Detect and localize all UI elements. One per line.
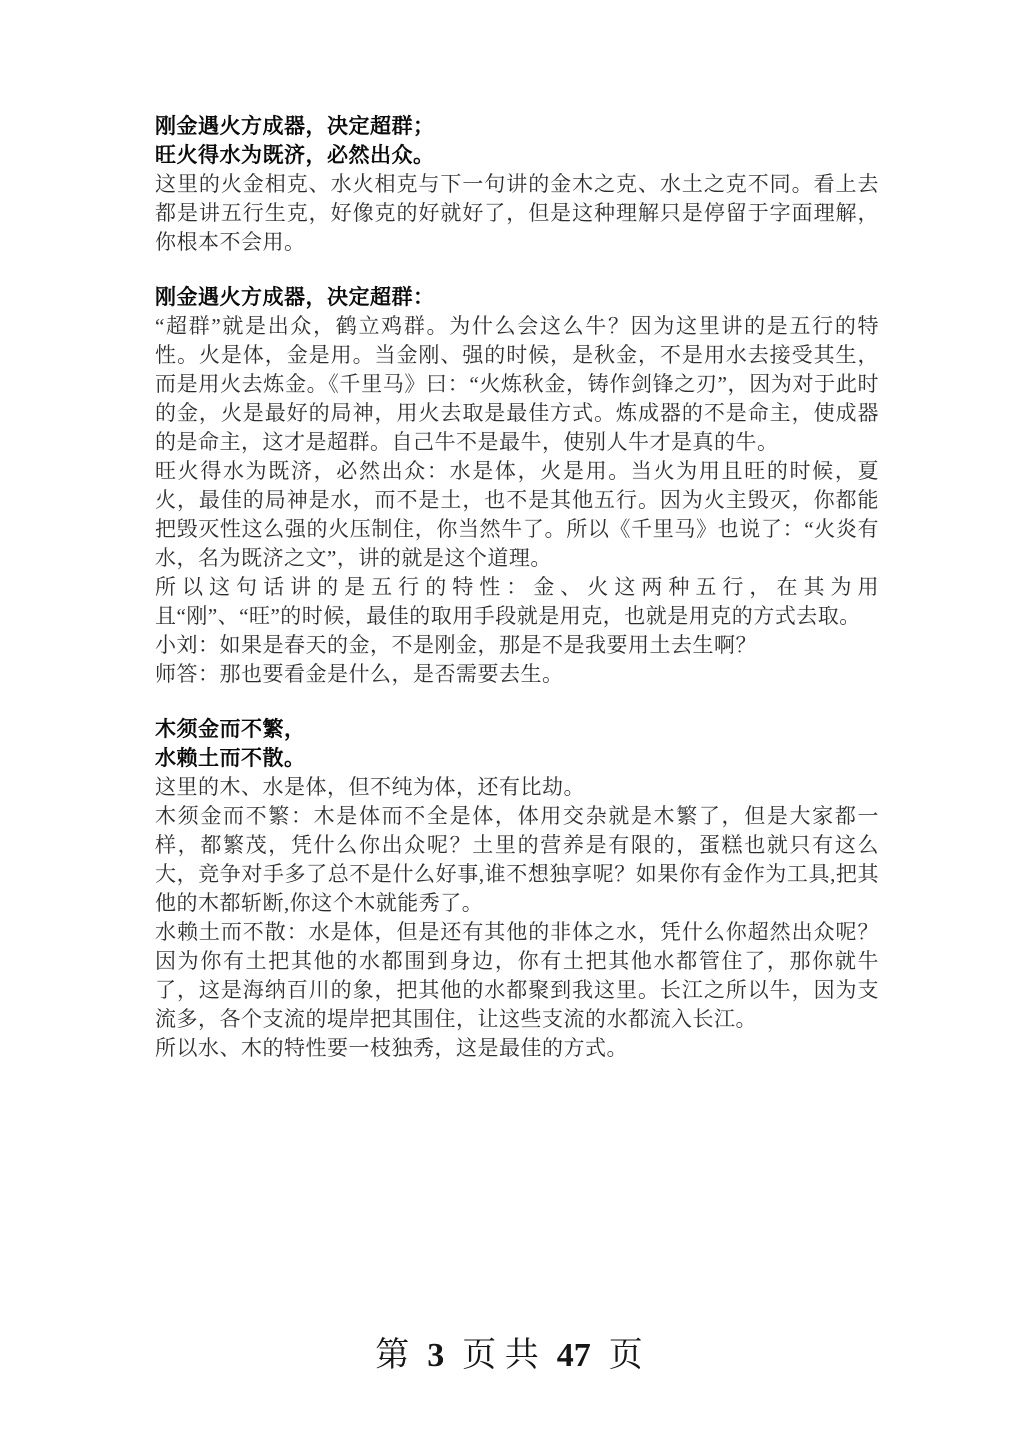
page-footer	[0, 1334, 1018, 1378]
section-heading-line: 刚金遇火方成器，决定超群：	[155, 286, 435, 309]
paragraph: “超群”就是出众，鹤立鸡群。为什么会这么牛？因为这里讲的是五行的特性。火是体，金是用。当金刚、强的时候，是秋金，不是用水去接受其生，而是用火去炼金。《千里马》曰：“火炼秋金，铸作剑锋之刃”，因为对于此时的金，火是最好的局神，用火去取是最佳方式。炼成器的不是命主，使成器的是命主，这才是超群。自己牛不是最牛，使别人牛才是真的牛。	[155, 314, 879, 454]
paragraph: 所以水、木的特性要一枝独秀，这是最佳的方式。	[155, 1036, 628, 1060]
section-heading-line: 刚金遇火方成器，决定超群；	[155, 115, 435, 138]
current-page-number: 3	[427, 1337, 445, 1374]
section-heading-line: 旺火得水为既济，必然出众。	[155, 144, 435, 167]
footer-label: 第	[375, 1337, 410, 1374]
paragraph: 水赖土而不散：水是体，但是还有其他的非体之水，凭什么你超然出众呢？因为你有土把其他的水都围到身边，你有土把其他水都管住了，那你就牛了，这是海纳百川的象，把其他的水都聚到我这里。长江之所以牛，因为支流多，各个支流的堤岸把其围住，让这些支流的水都流入长江。	[155, 920, 879, 1031]
section-heading-line: 水赖土而不散。	[155, 747, 306, 770]
document-body	[155, 112, 879, 1063]
section-gangjin-couplet	[155, 112, 879, 257]
paragraph: 师答：那也要看金是什么，是否需要去生。	[155, 662, 564, 686]
paragraph: 小刘：如果是春天的金，不是刚金，那是不是我要用土去生啊？	[155, 633, 757, 657]
paragraph: 这里的火金相克、水火相克与下一句讲的金木之克、水土之克不同。看上去都是讲五行生克，好像克的好就好了，但是这种理解只是停留于字面理解，你根本不会用。	[155, 172, 879, 254]
paragraph: 木须金而不繁：木是体而不全是体，体用交杂就是木繁了，但是大家都一样，都繁茂，凭什么你出众呢？土里的营养是有限的，蛋糕也就只有这么大，竞争对手多了总不是什么好事,谁不想独享呢？如果你有金作为工具,把其他的木都斩断,你这个木就能秀了。	[155, 804, 879, 915]
section-gangjin-explanation	[155, 283, 879, 689]
section-heading-line: 木须金而不繁，	[155, 718, 306, 741]
paragraph: 旺火得水为既济，必然出众：水是体，火是用。当火为用且旺的时候，夏火，最佳的局神是水，而不是土，也不是其他五行。因为火主毁灭，你都能把毁灭性这么强的火压制住，你当然牛了。所以《千里马》也说了：“火炎有水，名为既济之文”，讲的就是这个道理。	[155, 459, 879, 570]
footer-label: 页	[608, 1337, 643, 1374]
footer-label: 页 共	[462, 1337, 539, 1374]
paragraph: 这里的木、水是体，但不纯为体，还有比劫。	[155, 775, 585, 799]
total-page-number: 47	[556, 1337, 591, 1374]
section-muxujin-couplet	[155, 715, 879, 1063]
paragraph: 所以这句话讲的是五行的特性：金、火这两种五行，在其为用且“刚”、“旺”的时候，最佳的取用手段就是用克，也就是用克的方式去取。	[155, 575, 879, 628]
